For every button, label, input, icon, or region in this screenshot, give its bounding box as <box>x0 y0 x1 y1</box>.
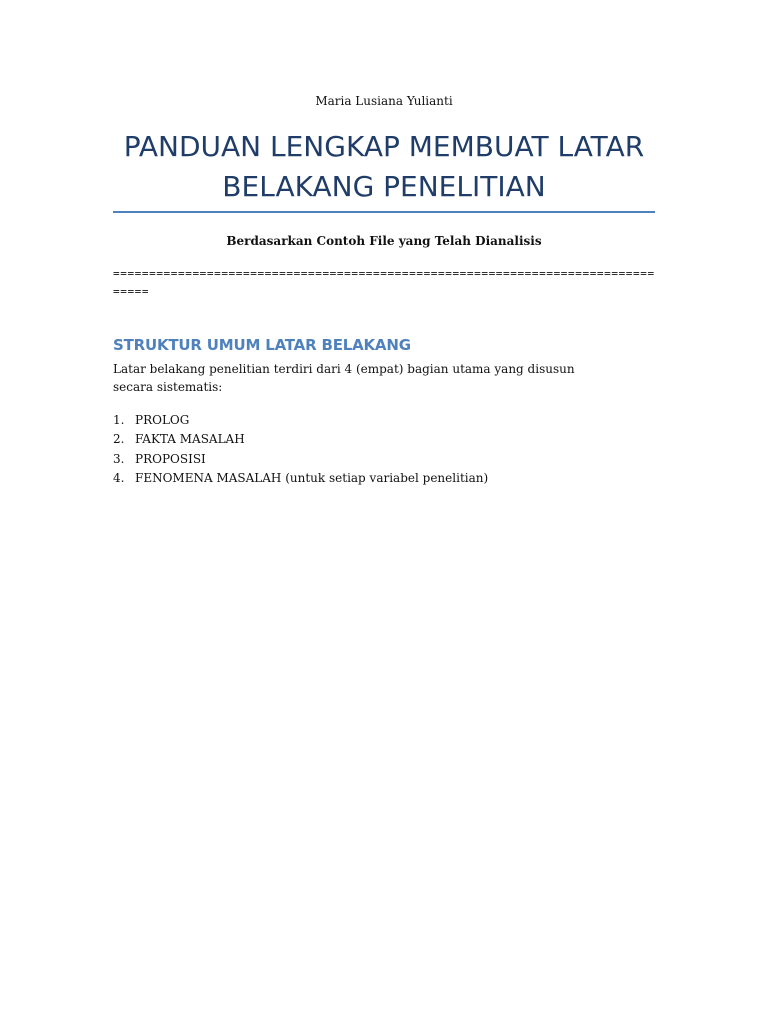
author-name: Maria Lusiana Yulianti <box>315 94 453 108</box>
list-item <box>113 411 633 430</box>
document-title: PANDUAN LENGKAP MEMBUAT LATAR BELAKANG PENELITIAN <box>123 130 645 203</box>
list-item <box>113 469 633 488</box>
list-number: 1. <box>113 413 125 427</box>
list-item <box>113 430 633 449</box>
separator-line: ================================================================================ <box>113 267 655 298</box>
structure-list <box>113 411 633 488</box>
list-item-text: FAKTA MASALAH <box>135 432 245 447</box>
list-item-text: PROLOG <box>135 413 190 427</box>
title-underline <box>113 211 655 213</box>
list-item-text: PROPOSISI <box>135 451 206 466</box>
list-number: 2. <box>113 432 125 447</box>
document-subtitle: Berdasarkan Contoh File yang Telah Dianalisis <box>226 234 542 248</box>
list-number: 3. <box>113 451 125 466</box>
list-number: 4. <box>113 470 125 485</box>
section-intro: Latar belakang penelitian terdiri dari 4 (empat) bagian utama yang disusun secara sistematis: <box>113 362 575 394</box>
list-item-text: FENOMENA MASALAH (untuk setiap variabel penelitian) <box>135 470 489 485</box>
section-heading: STRUKTUR UMUM LATAR BELAKANG <box>113 336 411 354</box>
list-item <box>113 450 633 469</box>
